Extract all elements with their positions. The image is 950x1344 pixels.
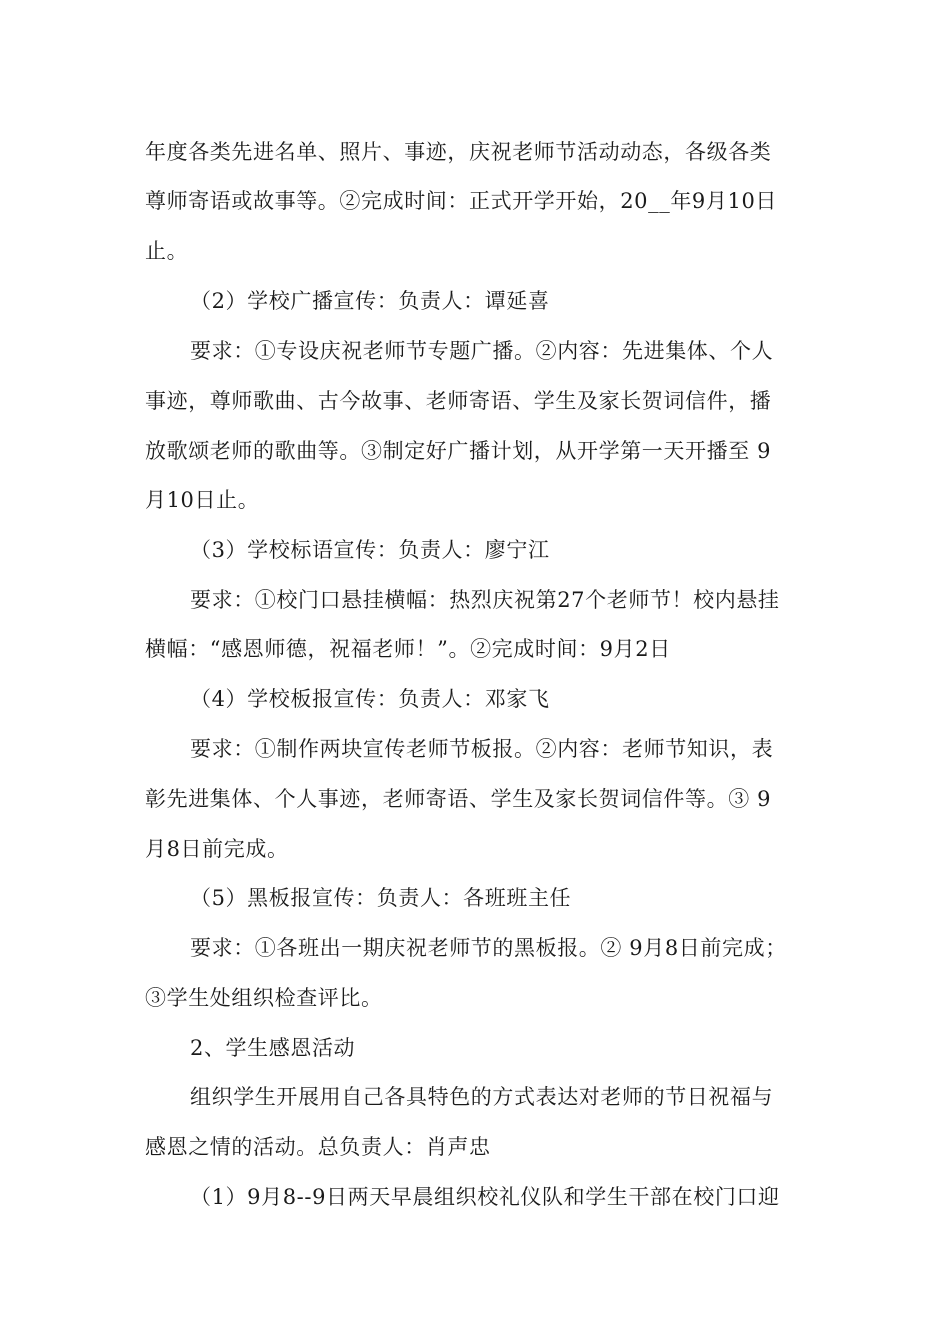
text-line-6: 事迹，尊师歌曲、古今故事、老师寄语、学生及家长贺词信件，播 bbox=[145, 389, 772, 413]
section-heading-slogan: （3）学校标语宣传：负责人：廖宁江 bbox=[190, 538, 550, 562]
text-line-13: 要求：①制作两块宣传老师节板报。②内容：老师节知识，表 bbox=[190, 737, 774, 761]
text-line-18: ③学生处组织检查评比。 bbox=[145, 986, 383, 1010]
text-line-5: 要求：①专设庆祝老师节专题广播。②内容：先进集体、个人 bbox=[190, 339, 774, 363]
section-heading-blackboard: （5）黑板报宣传：负责人：各班班主任 bbox=[190, 886, 572, 910]
text-line-2: 尊师寄语或故事等。②完成时间：正式开学开始，20__年9月10日 bbox=[145, 189, 778, 213]
text-line-10: 要求：①校门口悬挂横幅：热烈庆祝第27个老师节！校内悬挂 bbox=[190, 588, 780, 612]
text-line-3: 止。 bbox=[145, 239, 189, 263]
text-line-21: 感恩之情的活动。总负责人：肖声忠 bbox=[145, 1135, 491, 1159]
text-line-20: 组织学生开展用自己各具特色的方式表达对老师的节日祝福与 bbox=[190, 1085, 774, 1109]
section-heading-board: （4）学校板报宣传：负责人：邓家飞 bbox=[190, 687, 550, 711]
text-line-1: 年度各类先进名单、照片、事迹，庆祝老师节活动动态，各级各类 bbox=[145, 140, 772, 164]
section-heading-gratitude: 2、学生感恩活动 bbox=[190, 1036, 356, 1060]
text-line-8: 月10日止。 bbox=[145, 488, 260, 512]
text-line-7: 放歌颂老师的歌曲等。③制定好广播计划，从开学第一天开播至 9 bbox=[145, 439, 772, 463]
text-line-17: 要求：①各班出一期庆祝老师节的黑板报。② 9月8日前完成； bbox=[190, 936, 787, 960]
text-line-22: （1）9月8--9日两天早晨组织校礼仪队和学生干部在校门口迎 bbox=[190, 1185, 780, 1209]
text-line-14: 彰先进集体、个人事迹，老师寄语、学生及家长贺词信件等。③ 9 bbox=[145, 787, 772, 811]
text-line-11: 横幅：“感恩师德，祝福老师！”。②完成时间：9月2日 bbox=[145, 637, 671, 661]
section-heading-broadcast: （2）学校广播宣传：负责人：谭延喜 bbox=[190, 289, 550, 313]
text-line-15: 月8日前完成。 bbox=[145, 837, 289, 861]
